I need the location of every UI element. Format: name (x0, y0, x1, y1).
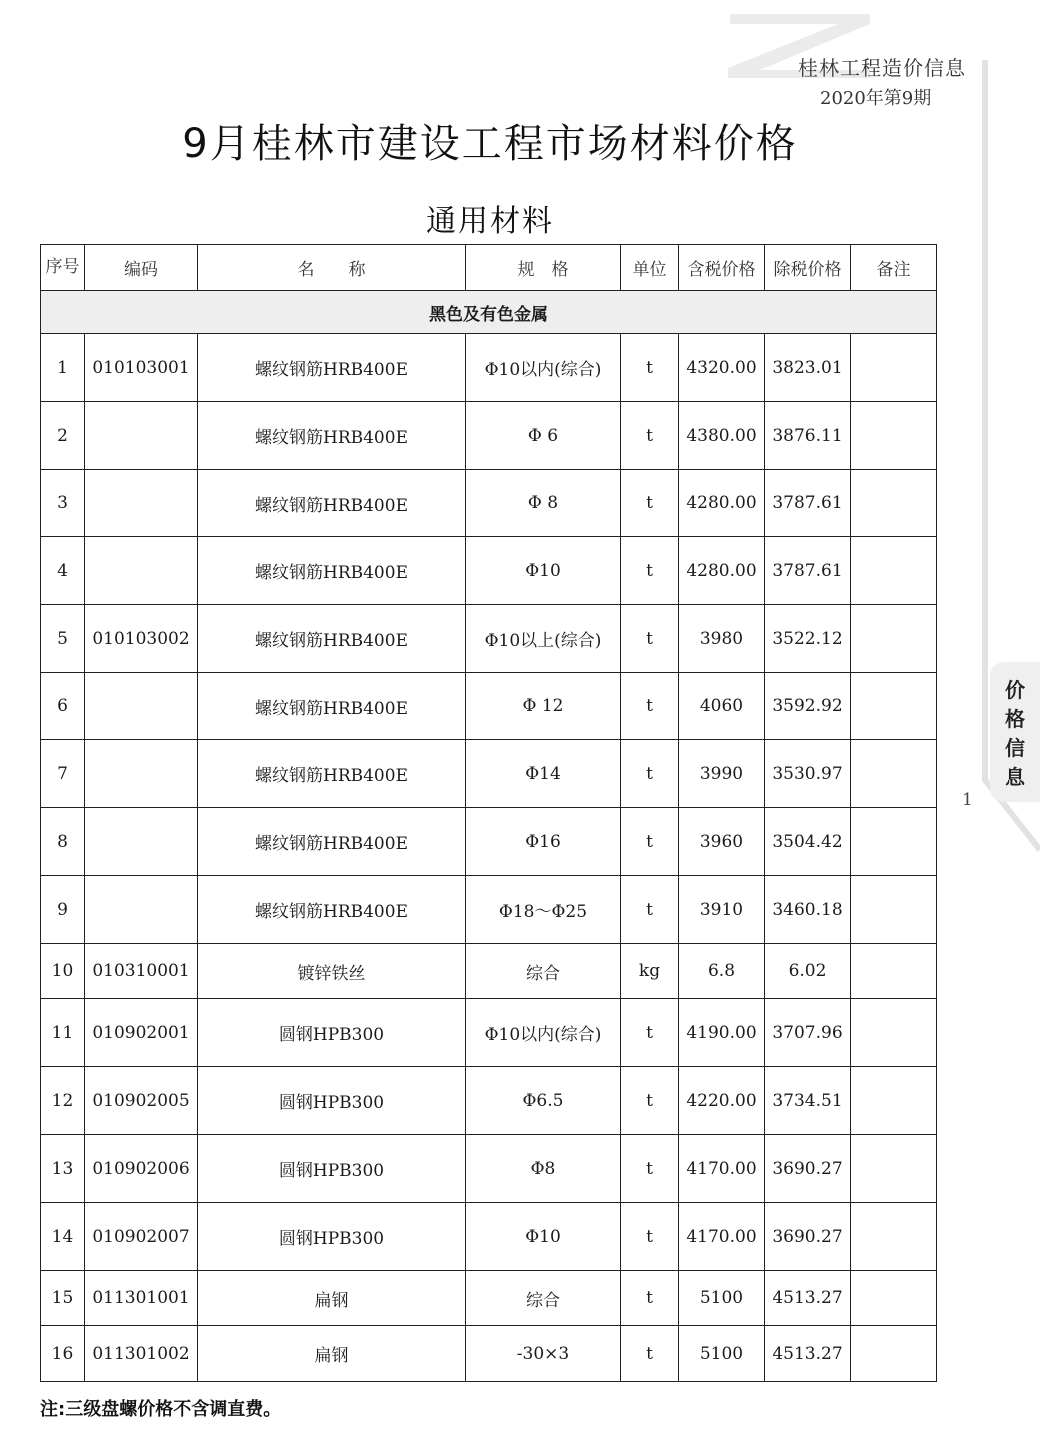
cell-name: 螺纹钢筋HRB400E (198, 605, 466, 673)
cell-remark (851, 605, 937, 673)
cell-code: 010902007 (85, 1203, 198, 1271)
col-header-seq: 序号 (41, 245, 85, 291)
cell-price-notax: 3530.97 (765, 740, 851, 808)
cell-price-tax: 3910 (679, 876, 765, 944)
cell-name: 螺纹钢筋HRB400E (198, 740, 466, 808)
cell-code (85, 740, 198, 808)
cell-price-notax: 4513.27 (765, 1271, 851, 1326)
cell-price-tax: 4060 (679, 673, 765, 740)
cell-code (85, 876, 198, 944)
cell-unit: t (621, 808, 679, 876)
table-row (41, 1326, 937, 1382)
cell-seq: 5 (41, 605, 85, 673)
cell-spec: Φ16 (466, 808, 621, 876)
cell-name: 圆钢HPB300 (198, 1135, 466, 1203)
cell-price-tax: 4170.00 (679, 1203, 765, 1271)
cell-spec: Φ6.5 (466, 1067, 621, 1135)
cell-spec: Φ 12 (466, 673, 621, 740)
cell-spec: Φ8 (466, 1135, 621, 1203)
cell-name: 螺纹钢筋HRB400E (198, 470, 466, 537)
cell-name: 螺纹钢筋HRB400E (198, 673, 466, 740)
cell-code: 010103002 (85, 605, 198, 673)
cell-code: 010902005 (85, 1067, 198, 1135)
cell-remark (851, 402, 937, 470)
table-row (41, 470, 937, 537)
cell-price-notax: 3592.92 (765, 673, 851, 740)
cell-name: 圆钢HPB300 (198, 999, 466, 1067)
cell-seq: 13 (41, 1135, 85, 1203)
cell-spec: Φ 8 (466, 470, 621, 537)
cell-code: 010103001 (85, 334, 198, 402)
table-row (41, 944, 937, 999)
cell-code (85, 673, 198, 740)
cell-seq: 6 (41, 673, 85, 740)
cell-remark (851, 1135, 937, 1203)
table-row (41, 673, 937, 740)
cell-price-tax: 6.8 (679, 944, 765, 999)
cell-code (85, 808, 198, 876)
cell-seq: 10 (41, 944, 85, 999)
cell-price-tax: 5100 (679, 1271, 765, 1326)
cell-price-notax: 3876.11 (765, 402, 851, 470)
cell-code: 011301002 (85, 1326, 198, 1382)
col-header-price-tax: 含税价格 (679, 245, 765, 291)
cell-remark (851, 673, 937, 740)
cell-seq: 7 (41, 740, 85, 808)
cell-price-notax: 3734.51 (765, 1067, 851, 1135)
cell-remark (851, 740, 937, 808)
cell-price-notax: 3707.96 (765, 999, 851, 1067)
cell-spec: Φ14 (466, 740, 621, 808)
cell-unit: t (621, 1067, 679, 1135)
table-row (41, 999, 937, 1067)
cell-spec: 综合 (466, 944, 621, 999)
cell-unit: t (621, 673, 679, 740)
table-row (41, 808, 937, 876)
cell-code: 010902001 (85, 999, 198, 1067)
cell-seq: 2 (41, 402, 85, 470)
cell-seq: 9 (41, 876, 85, 944)
cell-unit: t (621, 876, 679, 944)
cell-unit: t (621, 1271, 679, 1326)
cell-seq: 3 (41, 470, 85, 537)
cell-unit: t (621, 1203, 679, 1271)
col-header-remark: 备注 (851, 245, 937, 291)
footnote: 注:三级盘螺价格不含调直费。 (40, 1399, 282, 1420)
cell-code (85, 402, 198, 470)
cell-remark (851, 999, 937, 1067)
table-row (41, 740, 937, 808)
publication-name: 桂林工程造价信息 (798, 56, 966, 80)
col-header-spec: 规 格 (466, 245, 621, 291)
cell-unit: t (621, 1326, 679, 1382)
table-row (41, 1203, 937, 1271)
cell-seq: 1 (41, 334, 85, 402)
cell-spec: Φ10 (466, 537, 621, 605)
table-row (41, 334, 937, 402)
cell-code: 010902006 (85, 1135, 198, 1203)
side-tab-label: 价格信息 (1005, 678, 1025, 789)
cell-price-notax: 4513.27 (765, 1326, 851, 1382)
cell-price-tax: 3980 (679, 605, 765, 673)
cell-price-notax: 3504.42 (765, 808, 851, 876)
cell-price-notax: 3460.18 (765, 876, 851, 944)
cell-price-tax: 4220.00 (679, 1067, 765, 1135)
cell-name: 螺纹钢筋HRB400E (198, 808, 466, 876)
table-row (41, 402, 937, 470)
table-row (41, 537, 937, 605)
cell-unit: t (621, 470, 679, 537)
cell-seq: 14 (41, 1203, 85, 1271)
cell-name: 螺纹钢筋HRB400E (198, 334, 466, 402)
table-row (41, 1271, 937, 1326)
cell-price-notax: 3690.27 (765, 1203, 851, 1271)
category-label: 黑色及有色金属 (41, 291, 937, 334)
cell-remark (851, 537, 937, 605)
cell-code: 011301001 (85, 1271, 198, 1326)
table-row (41, 605, 937, 673)
cell-spec: Φ 6 (466, 402, 621, 470)
cell-price-tax: 3960 (679, 808, 765, 876)
cell-remark (851, 944, 937, 999)
page-title: 9月桂林市建设工程市场材料价格 (182, 121, 798, 167)
cell-spec: Φ10以内(综合) (466, 334, 621, 402)
table-row (41, 1135, 937, 1203)
cell-price-tax: 4170.00 (679, 1135, 765, 1203)
cell-name: 扁钢 (198, 1271, 466, 1326)
cell-name: 螺纹钢筋HRB400E (198, 402, 466, 470)
table-row (41, 876, 937, 944)
table-header-row (41, 245, 937, 291)
cell-unit: t (621, 999, 679, 1067)
cell-remark (851, 808, 937, 876)
cell-spec: Φ10 (466, 1203, 621, 1271)
cell-code (85, 470, 198, 537)
cell-spec: -30×3 (466, 1326, 621, 1382)
cell-spec: Φ18～Φ25 (466, 876, 621, 944)
cell-price-tax: 4280.00 (679, 470, 765, 537)
cell-price-notax: 3522.12 (765, 605, 851, 673)
cell-price-notax: 3787.61 (765, 470, 851, 537)
cell-remark (851, 1067, 937, 1135)
col-header-code: 编码 (85, 245, 198, 291)
cell-name: 镀锌铁丝 (198, 944, 466, 999)
cell-remark (851, 1271, 937, 1326)
cell-code (85, 537, 198, 605)
cell-remark (851, 876, 937, 944)
cell-seq: 8 (41, 808, 85, 876)
publication-issue: 2020年第9期 (820, 88, 932, 109)
cell-code: 010310001 (85, 944, 198, 999)
cell-unit: t (621, 334, 679, 402)
cell-remark (851, 470, 937, 537)
col-header-unit: 单位 (621, 245, 679, 291)
cell-price-tax: 4320.00 (679, 334, 765, 402)
col-header-price-notax: 除税价格 (765, 245, 851, 291)
cell-unit: kg (621, 944, 679, 999)
cell-name: 螺纹钢筋HRB400E (198, 876, 466, 944)
cell-price-notax: 3690.27 (765, 1135, 851, 1203)
cell-unit: t (621, 605, 679, 673)
table-row (41, 1067, 937, 1135)
cell-name: 螺纹钢筋HRB400E (198, 537, 466, 605)
cell-name: 圆钢HPB300 (198, 1067, 466, 1135)
cell-seq: 4 (41, 537, 85, 605)
cell-price-tax: 5100 (679, 1326, 765, 1382)
cell-name: 圆钢HPB300 (198, 1203, 466, 1271)
cell-spec: Φ10以内(综合) (466, 999, 621, 1067)
cell-unit: t (621, 1135, 679, 1203)
cell-seq: 15 (41, 1271, 85, 1326)
cell-price-notax: 6.02 (765, 944, 851, 999)
section-title: 通用材料 (426, 204, 554, 239)
cell-price-notax: 3823.01 (765, 334, 851, 402)
page-number: 1 (962, 790, 973, 810)
cell-seq: 12 (41, 1067, 85, 1135)
category-row (41, 291, 937, 334)
cell-price-notax: 3787.61 (765, 537, 851, 605)
cell-name: 扁钢 (198, 1326, 466, 1382)
cell-unit: t (621, 537, 679, 605)
cell-unit: t (621, 402, 679, 470)
cell-price-tax: 4380.00 (679, 402, 765, 470)
cell-seq: 11 (41, 999, 85, 1067)
cell-seq: 16 (41, 1326, 85, 1382)
cell-remark (851, 1326, 937, 1382)
cell-price-tax: 4280.00 (679, 537, 765, 605)
cell-remark (851, 1203, 937, 1271)
cell-price-tax: 3990 (679, 740, 765, 808)
cell-spec: Φ10以上(综合) (466, 605, 621, 673)
cell-spec: 综合 (466, 1271, 621, 1326)
cell-remark (851, 334, 937, 402)
price-table (40, 244, 937, 1382)
cell-unit: t (621, 740, 679, 808)
cell-price-tax: 4190.00 (679, 999, 765, 1067)
col-header-name: 名 称 (198, 245, 466, 291)
